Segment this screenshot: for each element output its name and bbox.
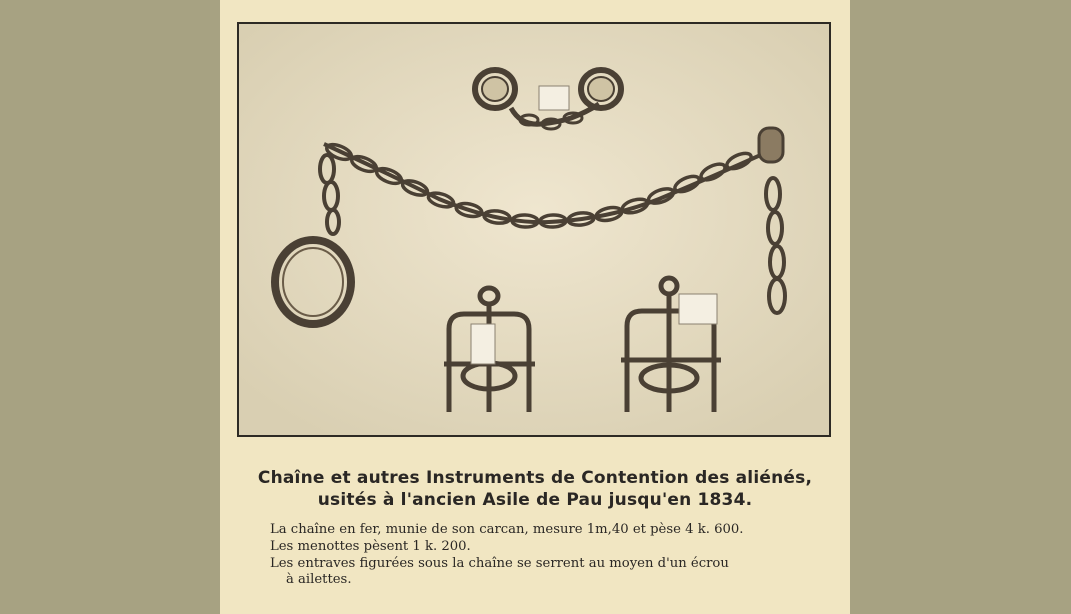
caption-title-line-2: usités à l'ancien Asile de Pau jusqu'en 1834.: [317, 490, 753, 510]
note-fetters-line-2: à ailettes.: [286, 572, 352, 587]
note-fetters-line-1: Les entraves figurées sous la chaîne se serrent au moyen d'un écrou: [270, 556, 729, 571]
document-page: [220, 0, 850, 614]
left-margin-background: [0, 0, 220, 614]
photo-illustration: [239, 24, 831, 437]
note-handcuffs-weight: Les menottes pèsent 1 k. 200.: [270, 539, 471, 554]
note-chain-dimensions: La chaîne en fer, munie de son carcan, mesure 1m,40 et pèse 4 k. 600.: [270, 522, 744, 537]
photograph-restraint-instruments: [237, 22, 831, 437]
right-margin-background: [850, 0, 1071, 614]
caption-title-line-1: Chaîne et autres Instruments de Contention des aliénés,: [257, 468, 813, 488]
